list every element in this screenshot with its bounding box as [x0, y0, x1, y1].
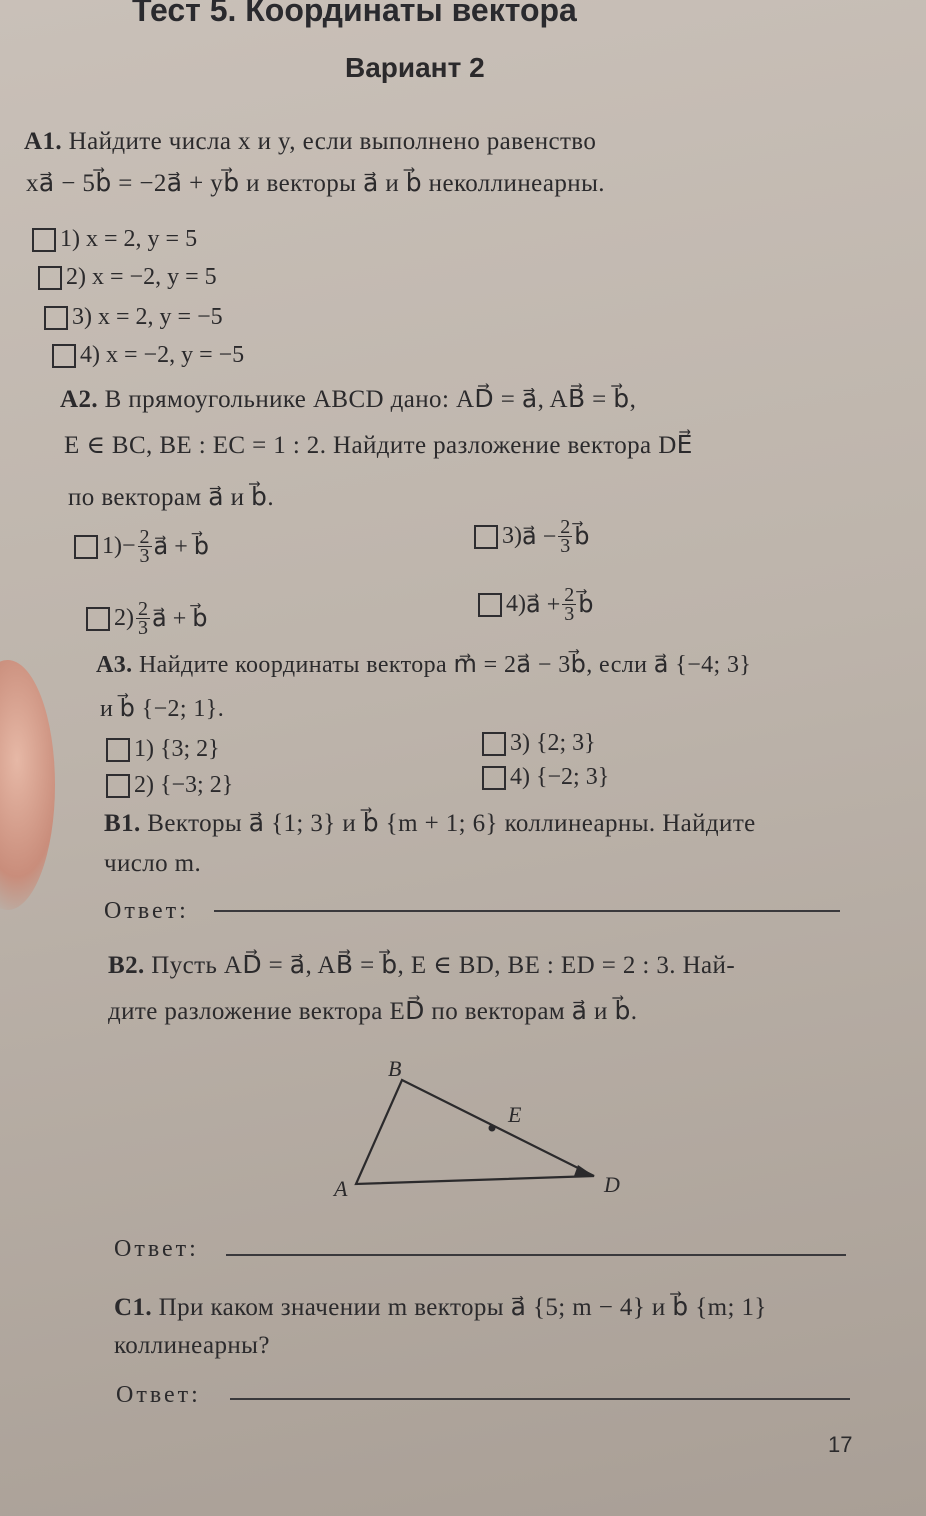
a3-number: А3. [96, 652, 133, 678]
checkbox[interactable] [52, 344, 76, 368]
fraction [138, 528, 152, 565]
a2-option-3-pre: a⃗ − [522, 524, 557, 550]
checkbox[interactable] [38, 266, 62, 290]
a3-option-1[interactable] [106, 736, 220, 763]
a3-option-2-label: 2) {−3; 2} [134, 772, 234, 798]
b2-text-2: дите разложение вектора ED⃗ по векторам a⃗ и b⃗. [108, 998, 638, 1025]
b2-answer-field[interactable] [226, 1254, 846, 1256]
c1-text-2: коллинеарны? [114, 1332, 270, 1359]
frac-num: 2 [564, 584, 575, 606]
a1-option-3-label: 3) x = 2, y = −5 [72, 304, 223, 330]
a1-text-2: xa⃗ − 5b⃗ = −2a⃗ + yb⃗ и векторы a⃗ и b⃗ неколлинеарны. [26, 170, 605, 197]
frac-den: 3 [564, 603, 575, 625]
fraction [562, 586, 576, 623]
label-d: D [604, 1172, 620, 1197]
a2-option-4-pre: a⃗ + [526, 592, 561, 618]
triangle-figure [320, 1050, 640, 1210]
a1-text-1: Найдите числа x и y, если выполнено равенство [68, 128, 597, 155]
a2-option-2-post: a⃗ + b⃗ [152, 606, 208, 632]
a2-option-2-label: 2) [114, 605, 134, 631]
a2-number: А2. [60, 386, 99, 413]
fraction [558, 518, 572, 555]
frac-den: 3 [139, 545, 150, 567]
a2-option-4[interactable] [478, 586, 593, 623]
b1-answer-label: Ответ: [104, 898, 189, 924]
a3-option-3[interactable] [482, 730, 596, 757]
a1-number: А1. [24, 128, 63, 155]
a2-text-1: В прямоугольнике ABCD дано: AD⃗ = a⃗, AB⃗ = b⃗, [104, 386, 637, 413]
a2-option-1-label: 1) [102, 533, 122, 559]
checkbox[interactable] [482, 732, 506, 756]
checkbox[interactable] [474, 525, 498, 549]
frac-num: 2 [139, 526, 150, 548]
checkbox[interactable] [482, 766, 506, 790]
frac-num: 2 [138, 598, 148, 620]
a1-option-4-label: 4) x = −2, y = −5 [80, 342, 245, 368]
a2-option-1-pre: − [122, 533, 136, 559]
a1-option-4[interactable] [52, 342, 244, 369]
a3-text-1: Найдите координаты вектора m⃗ = 2a⃗ − 3b⃗, если a⃗ {−4; 3} [138, 652, 752, 678]
frac-den: 3 [560, 535, 571, 557]
a3-option-3-label: 3) {2; 3} [510, 730, 596, 756]
point-e [489, 1125, 496, 1132]
a3-text-2: и b⃗ {−2; 1}. [100, 696, 225, 722]
a2-option-3-post: b⃗ [574, 524, 590, 550]
b1-number: В1. [104, 810, 141, 837]
label-a: A [334, 1176, 348, 1201]
a1-option-2[interactable] [38, 264, 217, 291]
test-title: Тест 5. Координаты вектора [132, 0, 577, 28]
b2-text-1: Пусть AD⃗ = a⃗, AB⃗ = b⃗, E ∈ BD, BE : ED = 2 : 3. Най- [151, 952, 736, 979]
a1-question-line1 [24, 128, 596, 156]
a2-question-line1 [60, 384, 636, 414]
b2-answer-label: Ответ: [114, 1236, 199, 1262]
checkbox[interactable] [74, 535, 98, 559]
a1-option-1-label: 1) x = 2, y = 5 [60, 226, 198, 252]
b2-question-line1 [108, 950, 735, 980]
checkbox[interactable] [106, 738, 130, 762]
a2-option-3[interactable] [474, 518, 589, 555]
checkbox[interactable] [32, 228, 56, 252]
c1-text-1: При каком значении m векторы a⃗ {5; m − 4} и b⃗ {m; 1} [158, 1294, 767, 1321]
frac-den: 3 [138, 617, 148, 639]
a2-option-4-label: 4) [506, 591, 526, 617]
a2-option-1-post: a⃗ + b⃗ [153, 534, 210, 560]
a2-text-2: E ∈ BC, BE : EC = 1 : 2. Найдите разложение вектора DE⃗ [64, 432, 693, 459]
a2-option-2[interactable] [86, 600, 207, 637]
a2-option-3-label: 3) [502, 523, 522, 549]
a1-option-2-label: 2) x = −2, y = 5 [66, 264, 217, 290]
a3-option-1-label: 1) {3; 2} [134, 736, 220, 762]
c1-question-line1 [114, 1292, 767, 1322]
variant-heading: Вариант 2 [345, 52, 485, 83]
b2-number: В2. [108, 952, 145, 979]
b1-text-1: Векторы a⃗ {1; 3} и b⃗ {m + 1; 6} коллинеарны. Найдите [147, 810, 756, 837]
finger-shadow [0, 660, 55, 910]
c1-answer-field[interactable] [230, 1398, 850, 1400]
b1-question-line1 [104, 808, 756, 838]
b1-text-2: число m. [104, 850, 202, 877]
c1-number: С1. [114, 1294, 153, 1321]
frac-num: 2 [560, 516, 571, 538]
a2-text-3: по векторам a⃗ и b⃗. [68, 484, 274, 511]
a3-question-line1 [96, 650, 751, 679]
triangle-abd [356, 1080, 594, 1184]
checkbox[interactable] [478, 593, 502, 617]
label-e: E [508, 1102, 522, 1127]
checkbox[interactable] [44, 306, 68, 330]
b1-answer-field[interactable] [214, 910, 840, 912]
page-number: 17 [828, 1432, 853, 1457]
checkbox[interactable] [106, 774, 130, 798]
a3-option-4[interactable] [482, 764, 609, 791]
fraction [136, 600, 150, 637]
a2-option-4-post: b⃗ [578, 592, 594, 618]
c1-answer-label: Ответ: [116, 1382, 201, 1408]
label-b: B [388, 1056, 402, 1081]
a3-option-2[interactable] [106, 772, 233, 799]
a3-option-4-label: 4) {−2; 3} [510, 764, 610, 790]
a1-option-1[interactable] [32, 226, 197, 253]
a2-option-1[interactable] [74, 528, 209, 565]
a1-option-3[interactable] [44, 304, 223, 331]
checkbox[interactable] [86, 607, 110, 631]
